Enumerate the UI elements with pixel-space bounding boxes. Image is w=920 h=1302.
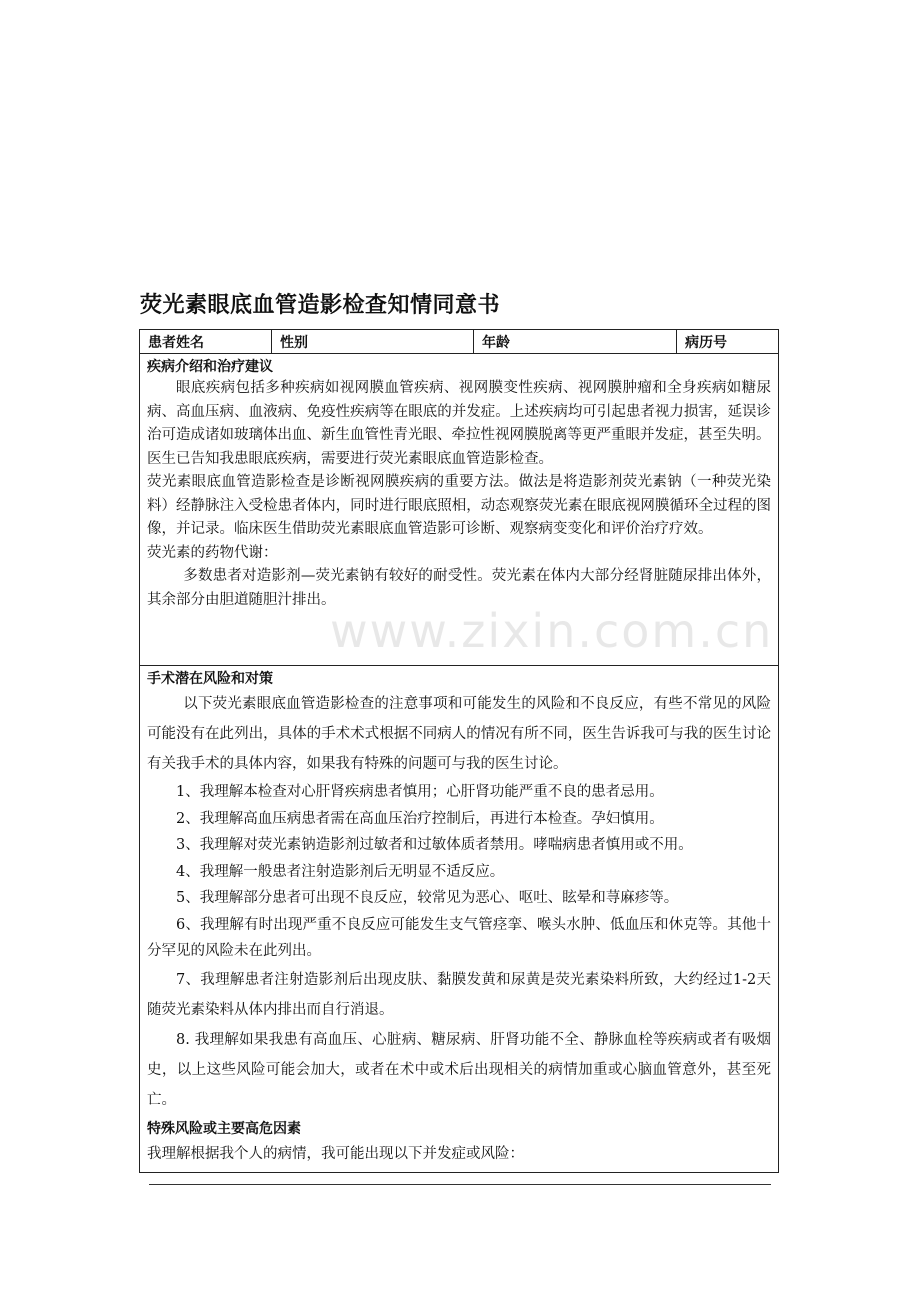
patient-info-row — [140, 330, 778, 354]
list-item: 2、我理解高血压病患者需在高血压治疗控制后，再进行本检查。孕妇慎用。 — [176, 810, 664, 827]
paragraph: 荧光素的药物代谢： — [147, 544, 278, 561]
fill-in-line[interactable] — [149, 1184, 771, 1185]
sex-label: 性别 — [272, 330, 474, 353]
list-item: 4、我理解一般患者注射造影剂后无明显不适反应。 — [176, 863, 505, 880]
risks-section — [140, 666, 778, 1174]
age-label: 年龄 — [474, 330, 677, 353]
document-title: 荧光素眼底血管造影检查知情同意书 — [140, 293, 501, 318]
disease-intro-section — [140, 354, 778, 666]
list-item: 7、我理解患者注射造影剂后出现皮肤、黏膜发黄和尿黄是荧光素染料所致，大约经过1-2天随荧光素染料从体内排出而自行消退。 — [147, 971, 771, 1018]
patient-name-label: 患者姓名 — [140, 330, 272, 353]
section-title: 疾病介绍和治疗建议 — [147, 359, 273, 375]
paragraph: 医生已告知我患眼底疾病，需要进行荧光素眼底血管造影检查。 — [147, 450, 553, 467]
paragraph: 荧光素眼底血管造影检查是诊断视网膜疾病的重要方法。做法是将造影剂荧光素钠（一种荧光染料）经静脉注入受检患者体内，同时进行眼底照相，动态观察荧光素在眼底视网膜循环全过程的图像，并记录。临床医生借助荧光素眼底血管造影可诊断、观察病变变化和评价治疗疗效。 — [147, 474, 771, 537]
list-item: 5、我理解部分患者可出现不良反应，较常见为恶心、呕吐、眩晕和荨麻疹等。 — [176, 890, 679, 906]
section-title: 手术潜在风险和对策 — [147, 671, 273, 687]
list-item: 1、我理解本检查对心肝肾疾病患者慎用；心肝肾功能严重不良的患者忌用。 — [176, 784, 664, 800]
paragraph: 以下荧光素眼底血管造影检查的注意事项和可能发生的风险和不良反应，有些不常见的风险可能没有在此列出，具体的手术术式根据不同病人的情况有所不同，医生告诉我可与我的医生讨论有关我手术的具体内容，如果我有特殊的问题可与我的医生讨论。 — [147, 696, 771, 772]
list-item: 3、我理解对荧光素钠造影剂过敏者和过敏体质者禁用。哮喘病患者慎用或不用。 — [176, 837, 693, 853]
list-item: 8. 我理解如果我患有高血压、心脏病、糖尿病、肝肾功能不全、静脉血栓等疾病或者有吸烟史，以上这些风险可能会加大，或者在术中或术后出现相关的病情加重或心脑血管意外，甚至死亡。 — [147, 1031, 771, 1108]
watermark: www.zixin.com.cn — [330, 604, 774, 658]
list-item: 6、我理解有时出现严重不良反应可能发生支气管痉挛、喉头水肿、低血压和休克等。其他十分罕见的风险未在此列出。 — [147, 916, 771, 959]
paragraph: 眼底疾病包括多种疾病如视网膜血管疾病、视网膜变性疾病、视网膜肿瘤和全身疾病如糖尿病、高血压病、血液病、免疫性疾病等在眼底的并发症。上述疾病均可引起患者视力损害，延误诊治可造成诸如玻璃体出血、新生血管性青光眼、牵拉性视网膜脱离等更严重眼并发症，甚至失明。 — [147, 380, 771, 443]
record-number-label: 病历号 — [685, 335, 727, 351]
section-title: 特殊风险或主要高危因素 — [147, 1120, 301, 1137]
consent-form-table — [139, 329, 779, 1173]
paragraph: 多数患者对造影剂—荧光素钠有较好的耐受性。荧光素在体内大部分经肾脏随尿排出体外，其余部分由胆道随胆汁排出。 — [147, 568, 771, 608]
paragraph: 我理解根据我个人的病情，我可能出现以下并发症或风险： — [147, 1145, 524, 1162]
